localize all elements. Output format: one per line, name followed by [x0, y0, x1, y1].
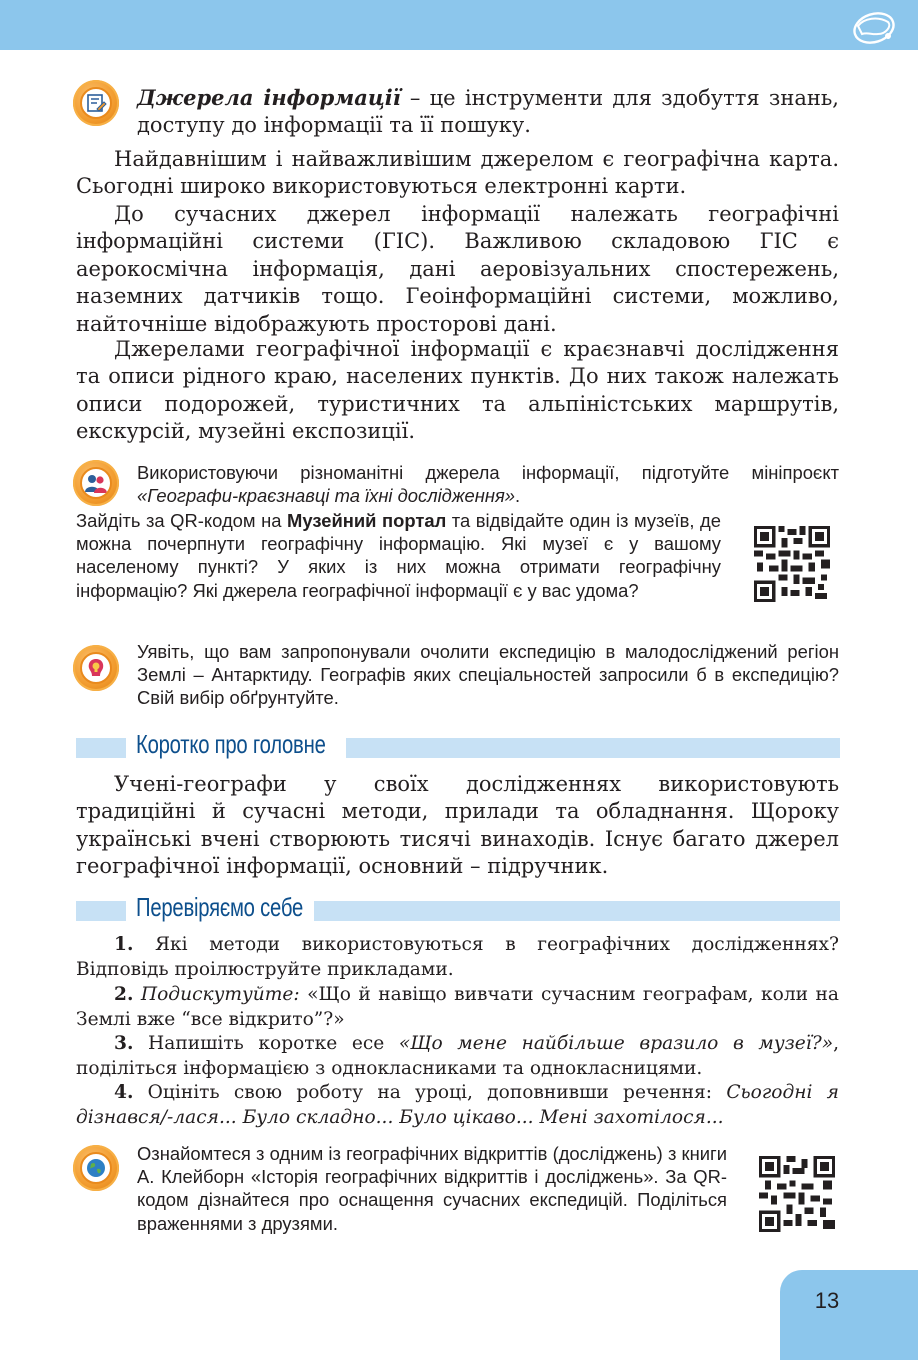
world-icon	[73, 1145, 119, 1191]
question-number: 2.	[114, 984, 134, 1005]
question-number: 1.	[114, 934, 134, 955]
page-number-tab	[780, 1270, 918, 1360]
question-italic: «Що мене найбільше вразило в музеї?»	[398, 1033, 834, 1054]
globe-icon	[85, 1157, 107, 1179]
museum-task-after: та відвідайте один із музеїв, де можна почерпнути географічну інформацію. Які музеї є у вашому населеному пункті? У яких із них можна отримати географічну інформацію? Які джерела географічної інформації є у вас удома?	[76, 510, 721, 601]
people-icon	[84, 472, 108, 494]
question-3	[76, 1032, 839, 1081]
head-lightbulb-icon	[85, 657, 107, 679]
heading-strip-right	[346, 738, 840, 758]
page-number: 13	[814, 1288, 840, 1313]
summary-text: Учені-географи у своїх дослідженнях використовують традиційні й сучасні методи, прилади та обладнання. Щороку українські вчені створюють тисячі винаходів. Існує багато джерел географічної інформації, основний – підручник.	[76, 772, 839, 879]
idea-icon	[73, 645, 119, 691]
project-task-title: «Географи-краєзнавці та їхні дослідження»	[137, 485, 516, 507]
qr-code-museum[interactable]	[754, 526, 830, 602]
heading-strip-right	[314, 901, 840, 921]
question-lead: Подискутуйте:	[133, 984, 300, 1005]
question-text: Оцініть свою роботу на уроці, доповнивши речення:	[133, 1082, 727, 1103]
question-1	[76, 933, 839, 982]
intro-term: Джерела інформації	[137, 85, 401, 110]
museum-task	[76, 509, 721, 602]
self-check-heading: Перевіряємо себе	[136, 892, 304, 922]
museum-portal-link[interactable]: Музейний портал	[287, 510, 447, 531]
paragraph-local-sources: Джерелами географічної інформації є краєзнавчі дослідження та описи рідного краю, населених пунктів. До них також належать описи подорожей, туристичних та альпіністських маршрутів, екскурсій, музейні експозиції.	[76, 337, 839, 444]
intro-definition	[137, 84, 839, 139]
group-work-icon	[73, 460, 119, 506]
question-text: Які методи використовуються в географічних дослідженнях? Відповідь проілюструйте прикладами.	[76, 934, 839, 980]
question-end: , поділіться інформацією з однокласниками та однокласницями.	[76, 1033, 839, 1079]
globe-logo-icon	[848, 4, 900, 48]
heading-strip-left	[76, 901, 126, 921]
museum-task-before: Зайдіть за QR-кодом на	[76, 510, 288, 531]
heading-strip-left	[76, 738, 126, 758]
notebook-icon	[73, 80, 119, 126]
summary-heading: Коротко про головне	[136, 729, 326, 759]
question-4	[76, 1081, 839, 1130]
pencil-note-icon	[85, 92, 107, 114]
question-number: 4.	[114, 1082, 134, 1103]
summary-heading-bar	[76, 731, 840, 765]
book-task: Ознайомтеся з одним із географічних відкриттів (досліджень) з книги А. Клейборн «Історія географічних відкриттів і досліджень». За QR-кодом дізнайтеся про оснащення сучасних експедицій. Поділіться враженнями з друзями.	[137, 1143, 727, 1234]
self-check-heading-bar	[76, 894, 840, 928]
question-2	[76, 983, 839, 1032]
question-text: «Що й навіщо вивчати сучасним географам, коли на Землі вже “все відкрито”?»	[76, 984, 839, 1030]
project-task-end: .	[515, 485, 521, 507]
paragraph-maps: Найдавнішим і найважливішим джерелом є географічна карта. Сьогодні широко використовуються електронні карти.	[76, 147, 839, 199]
question-italic: Сьогодні я дізнався/-лася... Було складно... Було цікаво... Мені захотілося...	[76, 1082, 839, 1128]
top-band	[0, 0, 918, 50]
paragraph-gis: До сучасних джерел інформації належать географічні інформаційні системи (ГІС). Важливою складовою ГІС є аерокосмічна інформація, дані аеровізуальних спостережень, наземних датчиків тощо. Геоінформаційні системи, можливо, найточніше відображують просторові дані.	[76, 202, 839, 336]
expedition-task: Уявіть, що вам запропонували очолити експедицію в малодосліджений регіон Землі – Антарктиду. Географів яких спеціальностей запросили б в експедицію? Свій вибір обґрунтуйте.	[137, 641, 839, 709]
qr-code-expeditions[interactable]	[759, 1156, 835, 1232]
question-number: 3.	[114, 1033, 134, 1054]
project-task-text: Використовуючи різноманітні джерела інформації, підготуйте мініпроєкт	[137, 462, 839, 483]
intro-definition-text: – це інструменти для здобуття знань, доступу до інформації та її пошуку.	[137, 86, 839, 137]
question-text: Напишіть коротке есе	[133, 1033, 399, 1054]
project-task	[137, 461, 839, 507]
